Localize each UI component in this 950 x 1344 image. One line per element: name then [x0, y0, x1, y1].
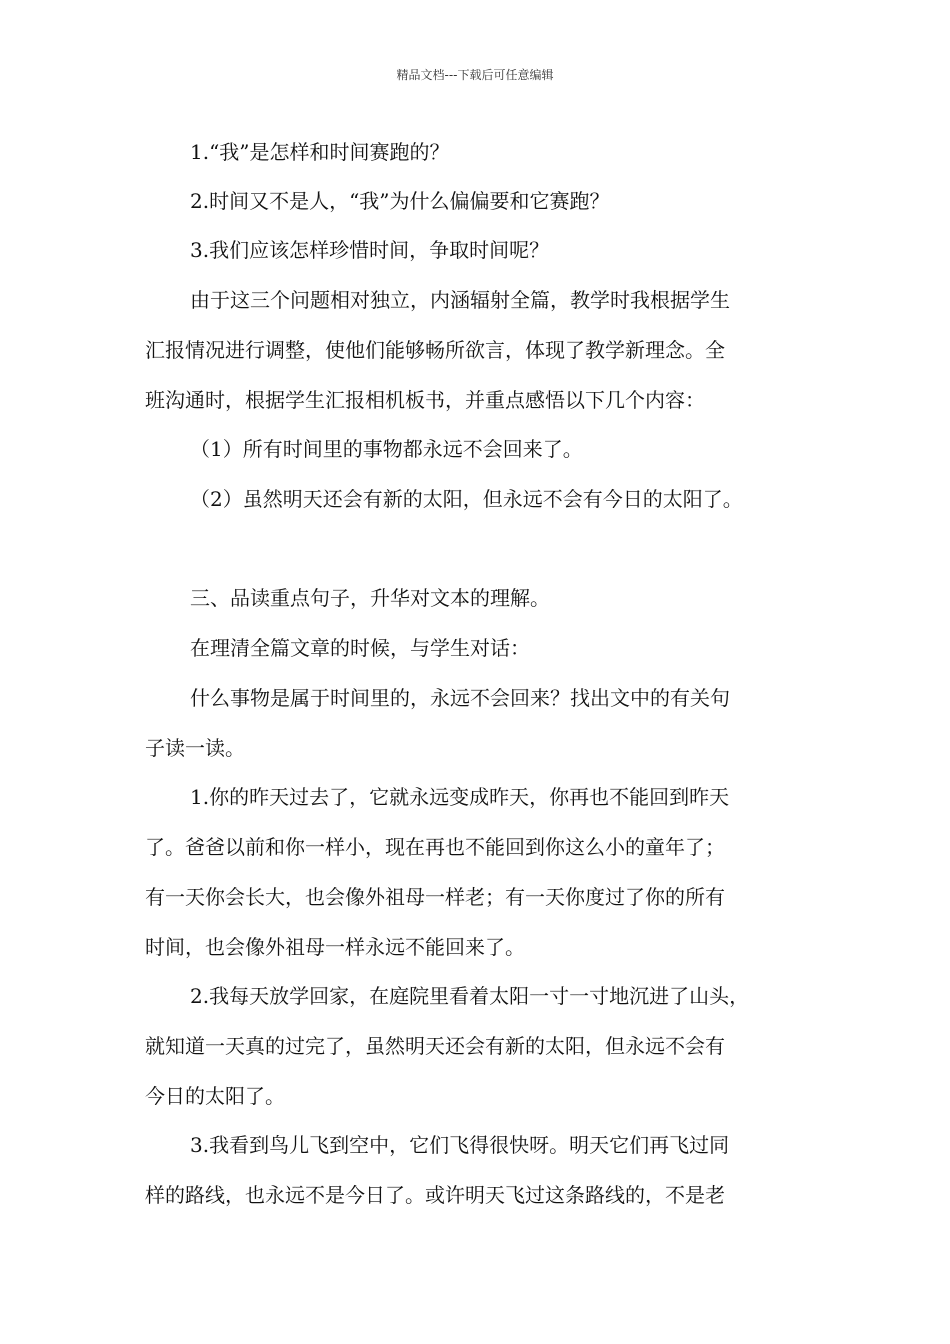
question-2: 2.时间又不是人，“我”为什么偏偏要和它赛跑？ — [190, 189, 610, 213]
point-2: （2）虽然明天还会有新的太阳，但永远不会有今日的太阳了。 — [190, 487, 743, 511]
quote-2-line: 2.我每天放学回家，在庭院里看着太阳一寸一寸地沉进了山头， — [190, 984, 750, 1008]
quote-3-line: 3.我看到鸟儿飞到空中，它们飞得很快呀。明天它们再飞过同 — [190, 1133, 730, 1157]
quote-1-line: 时间，也会像外祖母一样永远不能回来了。 — [145, 935, 525, 959]
paragraph-line: 什么事物是属于时间里的，永远不会回来？找出文中的有关句 — [190, 686, 730, 710]
paragraph-line: 在理清全篇文章的时候，与学生对话： — [190, 636, 530, 660]
paragraph-line: 班沟通时，根据学生汇报相机板书，并重点感悟以下几个内容： — [145, 388, 705, 412]
quote-2-line: 今日的太阳了。 — [145, 1084, 285, 1108]
quote-1-line: 了。爸爸以前和你一样小，现在再也不能回到你这么小的童年了； — [145, 835, 725, 859]
quote-3-line: 样的路线，也永远不是今日了。或许明天飞过这条路线的，不是老 — [145, 1183, 725, 1207]
paragraph-line: 由于这三个问题相对独立，内涵辐射全篇，教学时我根据学生 — [190, 288, 730, 312]
section-heading: 三、品读重点句子，升华对文本的理解。 — [190, 586, 550, 610]
paragraph-line: 子读一读。 — [145, 736, 245, 760]
question-3: 3.我们应该怎样珍惜时间，争取时间呢？ — [190, 238, 550, 262]
quote-1-line: 有一天你会长大，也会像外祖母一样老；有一天你度过了你的所有 — [145, 885, 725, 909]
page-header: 精品文档---下载后可任意编辑 — [396, 68, 554, 82]
paragraph-line: 汇报情况进行调整，使他们能够畅所欲言，体现了教学新理念。全 — [145, 338, 725, 362]
question-1: 1.“我”是怎样和时间赛跑的？ — [190, 140, 450, 164]
quote-1-line: 1.你的昨天过去了，它就永远变成昨天，你再也不能回到昨天 — [190, 785, 730, 809]
quote-2-line: 就知道一天真的过完了，虽然明天还会有新的太阳，但永远不会有 — [145, 1034, 725, 1058]
point-1: （1）所有时间里的事物都永远不会回来了。 — [190, 437, 583, 461]
